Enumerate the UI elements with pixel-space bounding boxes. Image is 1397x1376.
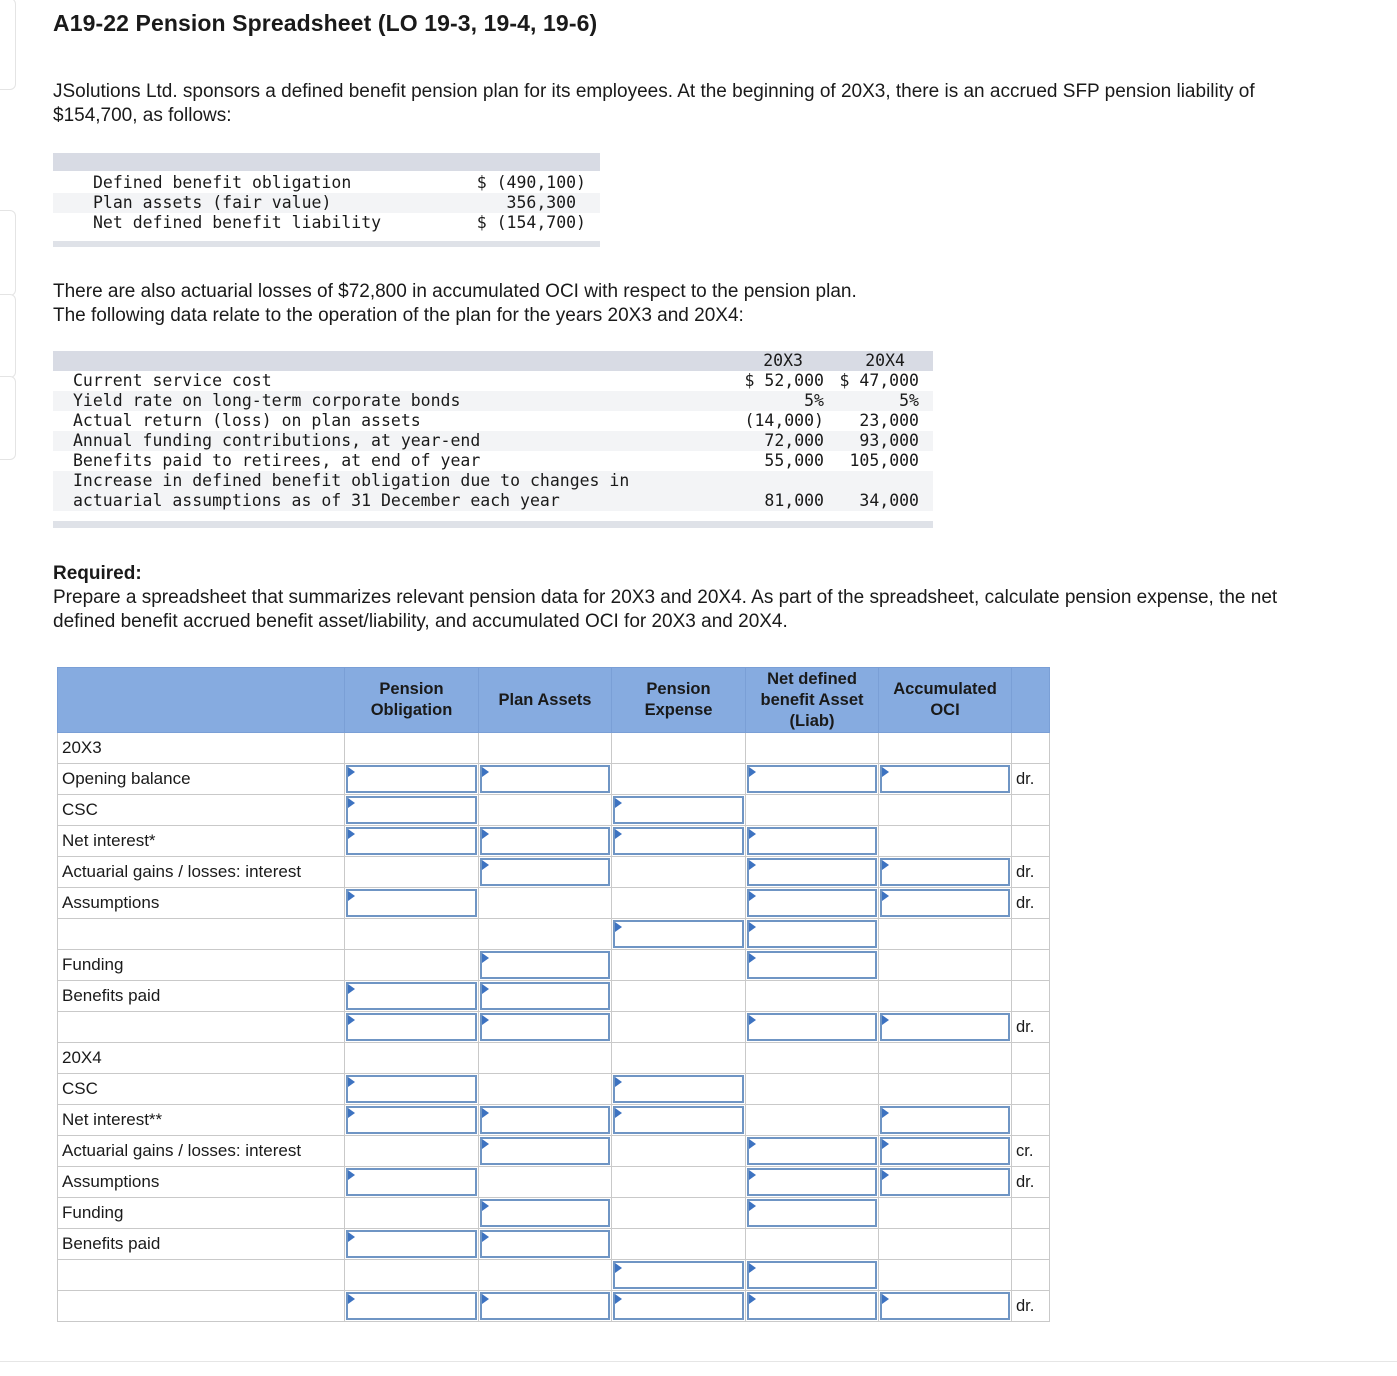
input-net-defined-benefit[interactable] bbox=[747, 1292, 877, 1320]
input-pension-obligation[interactable] bbox=[346, 1168, 477, 1196]
plan-data-table bbox=[53, 351, 933, 529]
input-plan-assets[interactable] bbox=[480, 1230, 610, 1258]
input-plan-assets[interactable] bbox=[480, 1292, 610, 1320]
value-20x3: 72,000 bbox=[764, 431, 824, 450]
pension-worksheet bbox=[57, 667, 1050, 1322]
cell-net-defined-benefit bbox=[746, 1105, 879, 1136]
cell-pension-obligation bbox=[345, 1198, 479, 1229]
cell-accumulated-oci bbox=[879, 1136, 1012, 1167]
cell-plan-assets bbox=[479, 1012, 612, 1043]
input-accumulated-oci[interactable] bbox=[880, 1106, 1010, 1134]
row-label: Plan assets (fair value) bbox=[93, 193, 332, 212]
header-accumulated-oci: Accumulated OCI bbox=[879, 668, 1012, 733]
cell-net-defined-benefit bbox=[746, 857, 879, 888]
drcr-note: dr. bbox=[1012, 1291, 1050, 1322]
worksheet-row bbox=[58, 888, 1050, 919]
input-accumulated-oci[interactable] bbox=[880, 889, 1010, 917]
row-label: Benefits paid to retirees, at end of year bbox=[73, 451, 481, 470]
worksheet-row bbox=[58, 1012, 1050, 1043]
row-label: Defined benefit obligation bbox=[93, 173, 352, 192]
cell-pension-expense bbox=[612, 1291, 746, 1322]
cell-accumulated-oci bbox=[879, 764, 1012, 795]
input-net-defined-benefit[interactable] bbox=[747, 951, 877, 979]
table-header-bar bbox=[53, 351, 933, 371]
table-row bbox=[53, 411, 933, 431]
input-pension-obligation[interactable] bbox=[346, 1292, 477, 1320]
cell-plan-assets bbox=[479, 1229, 612, 1260]
cell-plan-assets bbox=[479, 826, 612, 857]
cell-accumulated-oci bbox=[879, 1167, 1012, 1198]
edge-tab bbox=[0, 294, 16, 378]
value-20x4: 5% bbox=[899, 391, 919, 410]
cell-pension-expense bbox=[612, 795, 746, 826]
drcr-note bbox=[1012, 733, 1050, 764]
cell-accumulated-oci bbox=[879, 1012, 1012, 1043]
edge-tab bbox=[0, 210, 16, 296]
worksheet-row bbox=[58, 1229, 1050, 1260]
cell-plan-assets bbox=[479, 1074, 612, 1105]
cell-pension-expense bbox=[612, 1074, 746, 1105]
drcr-note bbox=[1012, 1043, 1050, 1074]
drcr-note: dr. bbox=[1012, 1012, 1050, 1043]
cell-pension-expense bbox=[612, 733, 746, 764]
worksheet-row-label: Funding bbox=[58, 950, 345, 981]
edge-tab bbox=[0, 376, 16, 460]
input-plan-assets[interactable] bbox=[480, 765, 610, 793]
header-plan-assets: Plan Assets bbox=[479, 668, 612, 733]
cell-pension-expense bbox=[612, 1136, 746, 1167]
cell-pension-obligation bbox=[345, 1012, 479, 1043]
cell-accumulated-oci bbox=[879, 981, 1012, 1012]
value-20x3: (14,000) bbox=[744, 411, 824, 430]
cell-plan-assets bbox=[479, 795, 612, 826]
col-header-20x3: 20X3 bbox=[763, 351, 803, 370]
input-plan-assets[interactable] bbox=[480, 1199, 610, 1227]
input-plan-assets[interactable] bbox=[480, 951, 610, 979]
input-net-defined-benefit[interactable] bbox=[747, 858, 877, 886]
worksheet-row-label: CSC bbox=[58, 1074, 345, 1105]
table-row bbox=[53, 391, 933, 411]
cell-pension-expense bbox=[612, 857, 746, 888]
input-pension-expense[interactable] bbox=[613, 1292, 744, 1320]
cell-net-defined-benefit bbox=[746, 888, 879, 919]
value-20x4: 93,000 bbox=[859, 431, 919, 450]
drcr-note bbox=[1012, 919, 1050, 950]
worksheet-row bbox=[58, 919, 1050, 950]
cell-accumulated-oci bbox=[879, 888, 1012, 919]
input-pension-obligation[interactable] bbox=[346, 889, 477, 917]
table-row bbox=[53, 193, 600, 213]
value-20x4: $ 47,000 bbox=[839, 371, 919, 390]
drcr-note bbox=[1012, 1105, 1050, 1136]
value-20x3: 81,000 bbox=[764, 491, 824, 510]
cell-plan-assets bbox=[479, 981, 612, 1012]
input-net-defined-benefit[interactable] bbox=[747, 1137, 877, 1165]
worksheet-row-label: Benefits paid bbox=[58, 981, 345, 1012]
input-plan-assets[interactable] bbox=[480, 1137, 610, 1165]
cell-accumulated-oci bbox=[879, 733, 1012, 764]
worksheet-row-label: Actuarial gains / losses: interest bbox=[58, 1136, 345, 1167]
value-20x3: 5% bbox=[804, 391, 824, 410]
table-row bbox=[53, 451, 933, 471]
cell-net-defined-benefit bbox=[746, 1229, 879, 1260]
input-net-defined-benefit[interactable] bbox=[747, 827, 877, 855]
worksheet-row bbox=[58, 1198, 1050, 1229]
input-plan-assets[interactable] bbox=[480, 1106, 610, 1134]
cell-net-defined-benefit bbox=[746, 1136, 879, 1167]
drcr-note bbox=[1012, 826, 1050, 857]
header-pension-obligation: Pension Obligation bbox=[345, 668, 479, 733]
worksheet-row bbox=[58, 981, 1050, 1012]
cell-pension-obligation bbox=[345, 1291, 479, 1322]
worksheet-row bbox=[58, 1167, 1050, 1198]
cell-net-defined-benefit bbox=[746, 733, 879, 764]
required-text: Prepare a spreadsheet that summarizes relevant pension data for 20X3 and 20X4. As part of the spreadsheet, calculate pension expense, the net defined benefit accrued benefit asset/liability, and accumulated OCI for 20X3 and 20X4. bbox=[53, 587, 1278, 632]
cell-plan-assets bbox=[479, 919, 612, 950]
cell-pension-obligation bbox=[345, 888, 479, 919]
input-pension-obligation[interactable] bbox=[346, 765, 477, 793]
cell-plan-assets bbox=[479, 733, 612, 764]
cell-net-defined-benefit bbox=[746, 1074, 879, 1105]
cell-accumulated-oci bbox=[879, 1105, 1012, 1136]
cell-pension-expense bbox=[612, 1260, 746, 1291]
cell-pension-obligation bbox=[345, 1136, 479, 1167]
table-bottom-bar bbox=[53, 241, 600, 247]
worksheet-row-label: Funding bbox=[58, 1198, 345, 1229]
input-plan-assets[interactable] bbox=[480, 827, 610, 855]
cell-net-defined-benefit bbox=[746, 1012, 879, 1043]
cell-net-defined-benefit bbox=[746, 1260, 879, 1291]
row-value: 356,300 bbox=[506, 193, 586, 212]
input-net-defined-benefit[interactable] bbox=[747, 1261, 877, 1289]
drcr-note: dr. bbox=[1012, 857, 1050, 888]
worksheet-row-label bbox=[58, 1260, 345, 1291]
cell-accumulated-oci bbox=[879, 826, 1012, 857]
table-bottom-bar bbox=[53, 521, 933, 528]
value-20x3: 55,000 bbox=[764, 451, 824, 470]
cell-pension-obligation bbox=[345, 1043, 479, 1074]
worksheet-row-label: Assumptions bbox=[58, 1167, 345, 1198]
input-accumulated-oci[interactable] bbox=[880, 1137, 1010, 1165]
input-net-defined-benefit[interactable] bbox=[747, 920, 877, 948]
row-label: Increase in defined benefit obligation due to changes in bbox=[73, 471, 630, 490]
input-net-defined-benefit[interactable] bbox=[747, 889, 877, 917]
input-pension-obligation[interactable] bbox=[346, 1075, 477, 1103]
cell-pension-expense bbox=[612, 1043, 746, 1074]
cell-net-defined-benefit bbox=[746, 981, 879, 1012]
intro-text: JSolutions Ltd. sponsors a defined benefit pension plan for its employees. At the beginning of 20X3, there is an accrued SFP pension liability of $154,700, as follows: bbox=[53, 81, 1255, 126]
header-net-defined-benefit: Net defined benefit Asset (Liab) bbox=[746, 668, 879, 733]
drcr-note bbox=[1012, 1260, 1050, 1291]
input-accumulated-oci[interactable] bbox=[880, 1013, 1010, 1041]
cell-pension-obligation bbox=[345, 826, 479, 857]
opening-balance-table bbox=[53, 153, 600, 248]
cell-pension-obligation bbox=[345, 733, 479, 764]
input-plan-assets[interactable] bbox=[480, 1013, 610, 1041]
worksheet-row-label bbox=[58, 919, 345, 950]
worksheet-row bbox=[58, 733, 1050, 764]
input-net-defined-benefit[interactable] bbox=[747, 1013, 877, 1041]
input-pension-obligation[interactable] bbox=[346, 1106, 477, 1134]
value-20x4: 23,000 bbox=[859, 411, 919, 430]
cell-pension-obligation bbox=[345, 1167, 479, 1198]
input-net-defined-benefit[interactable] bbox=[747, 765, 877, 793]
worksheet-row bbox=[58, 1043, 1050, 1074]
row-label: Yield rate on long-term corporate bonds bbox=[73, 391, 461, 410]
worksheet-row-label bbox=[58, 1012, 345, 1043]
worksheet-row bbox=[58, 1105, 1050, 1136]
cell-net-defined-benefit bbox=[746, 795, 879, 826]
cell-plan-assets bbox=[479, 1167, 612, 1198]
cell-accumulated-oci bbox=[879, 950, 1012, 981]
worksheet-row-label: 20X4 bbox=[58, 1043, 345, 1074]
worksheet-row bbox=[58, 1074, 1050, 1105]
header-drcr-col bbox=[1012, 668, 1050, 733]
input-pension-expense[interactable] bbox=[613, 920, 744, 948]
input-pension-expense[interactable] bbox=[613, 1261, 744, 1289]
cell-pension-expense bbox=[612, 888, 746, 919]
cell-pension-expense bbox=[612, 764, 746, 795]
worksheet-row-label: Assumptions bbox=[58, 888, 345, 919]
cell-net-defined-benefit bbox=[746, 1291, 879, 1322]
drcr-note bbox=[1012, 981, 1050, 1012]
worksheet-row-label: Net interest** bbox=[58, 1105, 345, 1136]
cell-accumulated-oci bbox=[879, 1074, 1012, 1105]
cell-accumulated-oci bbox=[879, 1043, 1012, 1074]
cell-pension-expense bbox=[612, 1198, 746, 1229]
page-title: A19-22 Pension Spreadsheet (LO 19-3, 19-4, 19-6) bbox=[53, 10, 598, 36]
cell-accumulated-oci bbox=[879, 795, 1012, 826]
cell-plan-assets bbox=[479, 1105, 612, 1136]
worksheet-row-label: Net interest* bbox=[58, 826, 345, 857]
input-plan-assets[interactable] bbox=[480, 982, 610, 1010]
input-pension-obligation[interactable] bbox=[346, 1230, 477, 1258]
drcr-note: cr. bbox=[1012, 1136, 1050, 1167]
input-accumulated-oci[interactable] bbox=[880, 1292, 1010, 1320]
cell-accumulated-oci bbox=[879, 1260, 1012, 1291]
worksheet-row-label: Benefits paid bbox=[58, 1229, 345, 1260]
worksheet-header-row bbox=[58, 668, 1050, 733]
data-intro-text: The following data relate to the operation of the plan for the years 20X3 and 20X4: bbox=[53, 305, 744, 326]
worksheet-row-label: Opening balance bbox=[58, 764, 345, 795]
input-accumulated-oci[interactable] bbox=[880, 858, 1010, 886]
value-20x4: 105,000 bbox=[849, 451, 919, 470]
actuarial-text: There are also actuarial losses of $72,800 in accumulated OCI with respect to the pension plan. bbox=[53, 281, 857, 302]
cell-accumulated-oci bbox=[879, 1291, 1012, 1322]
cell-net-defined-benefit bbox=[746, 1043, 879, 1074]
cell-plan-assets bbox=[479, 888, 612, 919]
cell-pension-obligation bbox=[345, 1105, 479, 1136]
row-label: Current service cost bbox=[73, 371, 272, 390]
cell-net-defined-benefit bbox=[746, 919, 879, 950]
cell-pension-expense bbox=[612, 1105, 746, 1136]
worksheet-row-label: 20X3 bbox=[58, 733, 345, 764]
cell-net-defined-benefit bbox=[746, 826, 879, 857]
row-value: $ (490,100) bbox=[476, 173, 586, 192]
header-label-col bbox=[58, 668, 345, 733]
cell-plan-assets bbox=[479, 1198, 612, 1229]
footer-divider bbox=[0, 1361, 1397, 1362]
worksheet-row bbox=[58, 826, 1050, 857]
input-pension-obligation[interactable] bbox=[346, 827, 477, 855]
input-net-defined-benefit[interactable] bbox=[747, 1168, 877, 1196]
cell-net-defined-benefit bbox=[746, 764, 879, 795]
drcr-note bbox=[1012, 1074, 1050, 1105]
input-pension-obligation[interactable] bbox=[346, 1013, 477, 1041]
header-pension-expense: Pension Expense bbox=[612, 668, 746, 733]
row-label: Net defined benefit liability bbox=[93, 213, 382, 232]
cell-plan-assets bbox=[479, 1136, 612, 1167]
worksheet-row-label: Actuarial gains / losses: interest bbox=[58, 857, 345, 888]
table-row bbox=[53, 491, 933, 511]
input-pension-obligation[interactable] bbox=[346, 982, 477, 1010]
cell-pension-obligation bbox=[345, 764, 479, 795]
worksheet-row-label: CSC bbox=[58, 795, 345, 826]
cell-pension-obligation bbox=[345, 919, 479, 950]
worksheet-row bbox=[58, 764, 1050, 795]
cell-accumulated-oci bbox=[879, 1198, 1012, 1229]
cell-pension-expense bbox=[612, 950, 746, 981]
cell-pension-obligation bbox=[345, 857, 479, 888]
worksheet-row bbox=[58, 1291, 1050, 1322]
table-row bbox=[53, 371, 933, 391]
cell-plan-assets bbox=[479, 1291, 612, 1322]
cell-pension-obligation bbox=[345, 1074, 479, 1105]
row-value: $ (154,700) bbox=[476, 213, 586, 232]
drcr-note bbox=[1012, 1229, 1050, 1260]
cell-plan-assets bbox=[479, 1260, 612, 1291]
table-row bbox=[53, 471, 933, 491]
cell-accumulated-oci bbox=[879, 857, 1012, 888]
drcr-note bbox=[1012, 950, 1050, 981]
cell-pension-obligation bbox=[345, 795, 479, 826]
input-pension-expense[interactable] bbox=[613, 1106, 744, 1134]
cell-pension-expense bbox=[612, 981, 746, 1012]
cell-pension-expense bbox=[612, 1167, 746, 1198]
cell-plan-assets bbox=[479, 857, 612, 888]
drcr-note bbox=[1012, 1198, 1050, 1229]
cell-pension-obligation bbox=[345, 981, 479, 1012]
cell-pension-obligation bbox=[345, 950, 479, 981]
input-net-defined-benefit[interactable] bbox=[747, 1199, 877, 1227]
input-pension-expense[interactable] bbox=[613, 1075, 744, 1103]
drcr-note bbox=[1012, 795, 1050, 826]
table-row bbox=[53, 213, 600, 233]
cell-pension-expense bbox=[612, 826, 746, 857]
edge-tab bbox=[0, 0, 16, 90]
table-row bbox=[53, 431, 933, 451]
cell-pension-expense bbox=[612, 1012, 746, 1043]
cell-net-defined-benefit bbox=[746, 1167, 879, 1198]
cell-net-defined-benefit bbox=[746, 950, 879, 981]
input-accumulated-oci[interactable] bbox=[880, 765, 1010, 793]
worksheet-row bbox=[58, 1136, 1050, 1167]
col-header-20x4: 20X4 bbox=[865, 351, 905, 370]
worksheet-row bbox=[58, 1260, 1050, 1291]
worksheet-row-label bbox=[58, 1291, 345, 1322]
cell-plan-assets bbox=[479, 950, 612, 981]
value-20x3: $ 52,000 bbox=[744, 371, 824, 390]
cell-pension-expense bbox=[612, 919, 746, 950]
cell-pension-obligation bbox=[345, 1229, 479, 1260]
cell-plan-assets bbox=[479, 1043, 612, 1074]
input-pension-expense[interactable] bbox=[613, 796, 744, 824]
input-plan-assets[interactable] bbox=[480, 858, 610, 886]
row-label: Actual return (loss) on plan assets bbox=[73, 411, 421, 430]
cell-accumulated-oci bbox=[879, 919, 1012, 950]
table-row bbox=[53, 173, 600, 193]
required-heading: Required: bbox=[53, 563, 142, 584]
cell-accumulated-oci bbox=[879, 1229, 1012, 1260]
row-label: Annual funding contributions, at year-end bbox=[73, 431, 481, 450]
worksheet-row bbox=[58, 857, 1050, 888]
input-pension-expense[interactable] bbox=[613, 827, 744, 855]
cell-net-defined-benefit bbox=[746, 1198, 879, 1229]
input-pension-obligation[interactable] bbox=[346, 796, 477, 824]
drcr-note: dr. bbox=[1012, 764, 1050, 795]
cell-pension-expense bbox=[612, 1229, 746, 1260]
worksheet-row bbox=[58, 795, 1050, 826]
worksheet-row bbox=[58, 950, 1050, 981]
table-header-bar bbox=[53, 153, 600, 171]
row-label: actuarial assumptions as of 31 December each year bbox=[73, 491, 560, 510]
value-20x4: 34,000 bbox=[859, 491, 919, 510]
drcr-note: dr. bbox=[1012, 1167, 1050, 1198]
input-accumulated-oci[interactable] bbox=[880, 1168, 1010, 1196]
cell-pension-obligation bbox=[345, 1260, 479, 1291]
cell-plan-assets bbox=[479, 764, 612, 795]
drcr-note: dr. bbox=[1012, 888, 1050, 919]
